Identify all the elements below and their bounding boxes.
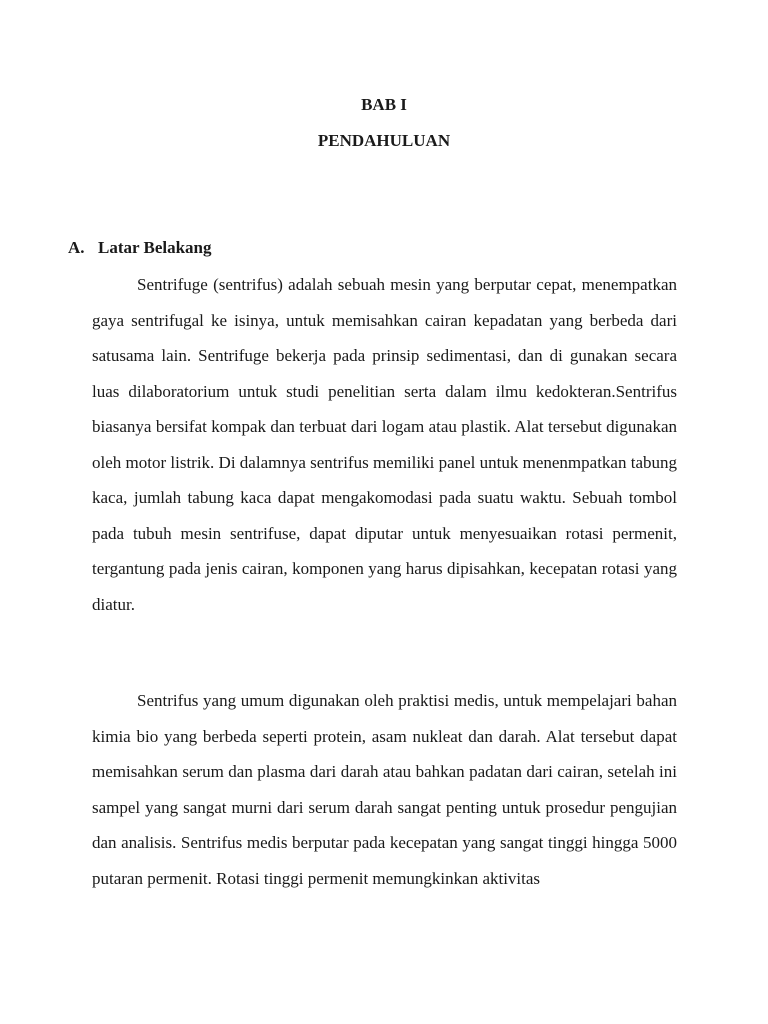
- section-title: Latar Belakang: [98, 238, 212, 257]
- paragraph-1: Sentrifuge (sentrifus) adalah sebuah mesin yang berputar cepat, menempatkan gaya sentrifugal ke isinya, untuk memisahkan cairan kepadatan yang berbeda dari satusama lain. Sentrifuge bekerja pada prinsip sedimentasi, dan di gunakan secara luas dilaboratorium untuk studi penelitian serta dalam ilmu kedokteran.Sentrifus biasanya bersifat kompak dan terbuat dari logam atau plastik. Alat tersebut digunakan oleh motor listrik. Di dalamnya sentrifus memiliki panel untuk menenmpatkan tabung kaca, jumlah tabung kaca dapat mengakomodasi pada suatu waktu. Sebuah tombol pada tubuh mesin sentrifuse, dapat diputar untuk menyesuaikan rotasi permenit, tergantung pada jenis cairan, komponen yang harus dipisahkan, kecepatan rotasi yang diatur.: [92, 275, 677, 614]
- section-heading: [68, 235, 212, 261]
- paragraph-2: Sentrifus yang umum digunakan oleh praktisi medis, untuk mempelajari bahan kimia bio yang berbeda seperti protein, asam nukleat dan darah. Alat tersebut dapat memisahkan serum dan plasma dari darah atau bahkan padatan dari cairan, setelah ini sampel yang sangat murni dari serum darah sangat penting untuk prosedur pengujian dan analisis. Sentrifus medis berputar pada kecepatan yang sangat tinggi hingga 5000 putaran permenit. Rotasi tinggi permenit memungkinkan aktivitas: [92, 691, 677, 888]
- chapter-number: BAB I: [361, 95, 407, 114]
- chapter-title: PENDAHULUAN: [317, 131, 451, 150]
- section-letter: A.: [68, 238, 85, 257]
